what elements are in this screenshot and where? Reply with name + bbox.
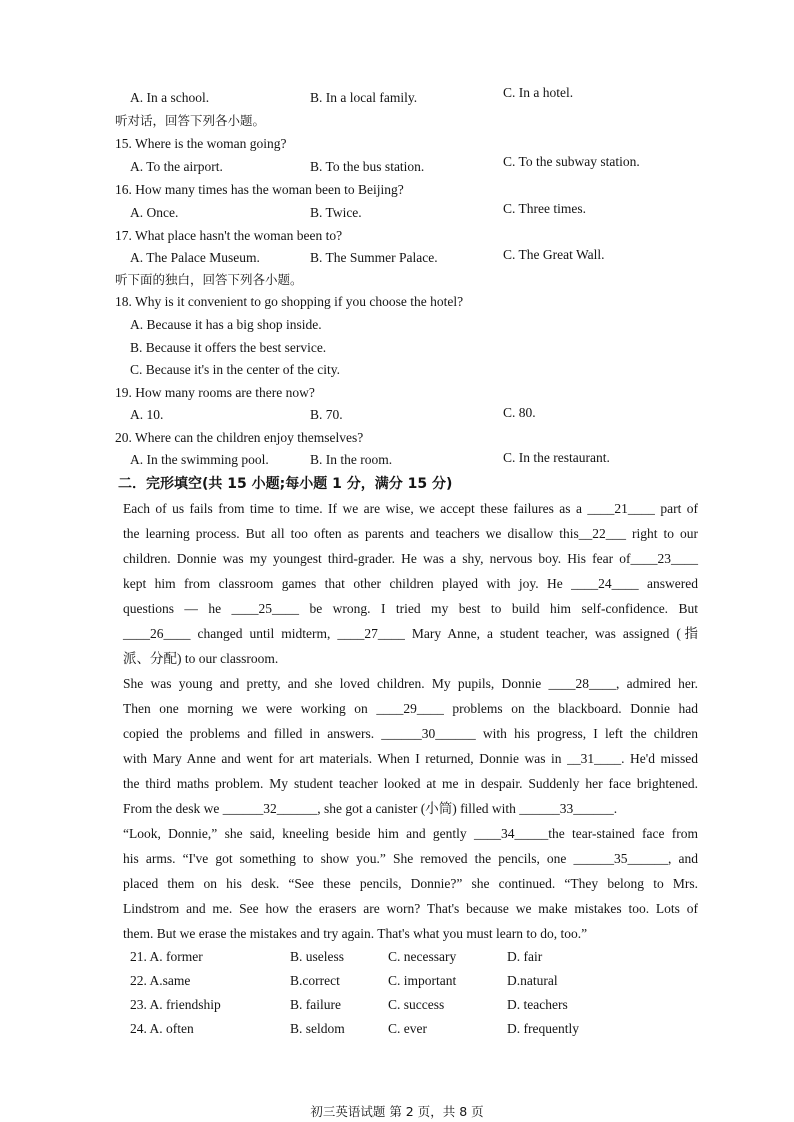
q16-question: 16. How many times has the woman been to Beijing? — [115, 182, 404, 197]
section-heading-cloze: 二．完形填空(共 15 小题;每小题 1 分，满分 15 分) — [118, 476, 453, 492]
q18-option-a: A. Because it has a big shop inside. — [130, 317, 322, 332]
q22-option-b: B.correct — [290, 973, 340, 988]
passage-line: questions — he ____25____ be wrong. I tried my best to build him self-confidence. But — [123, 601, 698, 616]
q20-option-a: A. In the swimming pool. — [130, 452, 269, 467]
q22-option-a: 22. A.same — [130, 973, 191, 988]
q19-question: 19. How many rooms are there now? — [115, 385, 315, 400]
q17-option-b: B. The Summer Palace. — [310, 250, 438, 265]
q19-option-a: A. 10. — [130, 407, 164, 422]
q23-option-c: C. success — [388, 997, 445, 1012]
q17-option-c: C. The Great Wall. — [503, 247, 605, 262]
q22-option-d: D.natural — [507, 973, 558, 988]
q23-option-b: B. failure — [290, 997, 341, 1012]
passage-line: 派、分配) to our classroom. — [123, 651, 279, 666]
passage-line: Lindstrom and me. See how the erasers are worn? That's because we make mistakes too. Lots of — [123, 901, 698, 916]
q20-option-c: C. In the restaurant. — [503, 450, 610, 465]
q19-option-c: C. 80. — [503, 405, 536, 420]
listening-instruction-2: 听下面的独白，回答下列各小题。 — [115, 272, 303, 287]
passage-line: children. Donnie was my youngest third-grader. He was a shy, nervous boy. His fear of____23____ — [123, 551, 698, 566]
q24-option-c: C. ever — [388, 1021, 427, 1036]
q21-option-b: B. useless — [290, 949, 344, 964]
passage-line: She was young and pretty, and she loved children. My pupils, Donnie ____28____, admired her. — [123, 676, 698, 691]
q16-option-b: B. Twice. — [310, 205, 362, 220]
q18-option-c: C. Because it's in the center of the city. — [130, 362, 340, 377]
passage-line: placed them on his desk. “See these pencils, Donnie?” she continued. “They belong to Mrs. — [123, 876, 698, 891]
q15-question: 15. Where is the woman going? — [115, 136, 287, 151]
q17-question: 17. What place hasn't the woman been to? — [115, 228, 343, 243]
q22-option-c: C. important — [388, 973, 457, 988]
q19-option-b: B. 70. — [310, 407, 343, 422]
q20-question: 20. Where can the children enjoy themselves? — [115, 430, 364, 445]
q14-option-b: B. In a local family. — [310, 90, 418, 105]
q15-option-c: C. To the subway station. — [503, 154, 640, 169]
passage-line: with Mary Anne and went for art materials. When I returned, Donnie was in __31____. He'd missed — [123, 751, 698, 766]
q21-option-a: 21. A. former — [130, 949, 203, 964]
q18-question: 18. Why is it convenient to go shopping if you choose the hotel? — [115, 294, 464, 309]
q15-option-b: B. To the bus station. — [310, 159, 425, 174]
passage-line: From the desk we ______32______, she got a canister (小筒) filled with ______33______. — [123, 801, 618, 816]
q24-option-d: D. frequently — [507, 1021, 579, 1036]
passage-line: Each of us fails from time to time. If we are wise, we accept these failures as a ____21____ part of — [123, 501, 698, 516]
q21-option-c: C. necessary — [388, 949, 457, 964]
passage-line: Then one morning we were working on ____29____ problems on the blackboard. Donnie had — [123, 701, 698, 716]
q23-option-a: 23. A. friendship — [130, 997, 221, 1012]
passage-line: kept him from classroom games that other children played with joy. He ____24____ answered — [123, 576, 698, 591]
q24-option-a: 24. A. often — [130, 1021, 194, 1036]
q14-option-a: A. In a school. — [130, 90, 210, 105]
passage-line: copied the problems and filled in answers. ______30______ with his progress, I left the children — [123, 726, 698, 741]
q16-option-c: C. Three times. — [503, 201, 586, 216]
q18-option-b: B. Because it offers the best service. — [130, 340, 327, 355]
q21-option-d: D. fair — [507, 949, 543, 964]
q23-option-d: D. teachers — [507, 997, 568, 1012]
passage-line: the learning process. But all too often as parents and teachers we disallow this__22___ right to our — [123, 526, 698, 541]
page-footer: 初三英语试题 第 2 页，共 8 页 — [310, 1104, 484, 1119]
passage-line: “Look, Donnie,” she said, kneeling beside him and gently ____34_____the tear-stained face from — [123, 826, 698, 841]
listening-instruction-1: 听对话，回答下列各小题。 — [115, 113, 266, 128]
q16-option-a: A. Once. — [130, 205, 179, 220]
q20-option-b: B. In the room. — [310, 452, 393, 467]
q14-option-c: C. In a hotel. — [503, 85, 574, 100]
passage-line: them. But we erase the mistakes and try again. That's what you must learn to do, too.” — [123, 926, 588, 941]
passage-line: the third maths problem. My student teacher looked at me in despair. Suddenly her face brightened. — [123, 776, 698, 791]
q15-option-a: A. To the airport. — [130, 159, 223, 174]
q17-option-a: A. The Palace Museum. — [130, 250, 260, 265]
passage-line: ____26____ changed until midterm, ____27____ Mary Anne, a student teacher, was assigned (指 — [123, 626, 698, 641]
q24-option-b: B. seldom — [290, 1021, 345, 1036]
passage-line: his arms. “I've got something to show you.” She removed the pencils, one ______35______, and — [123, 851, 698, 866]
